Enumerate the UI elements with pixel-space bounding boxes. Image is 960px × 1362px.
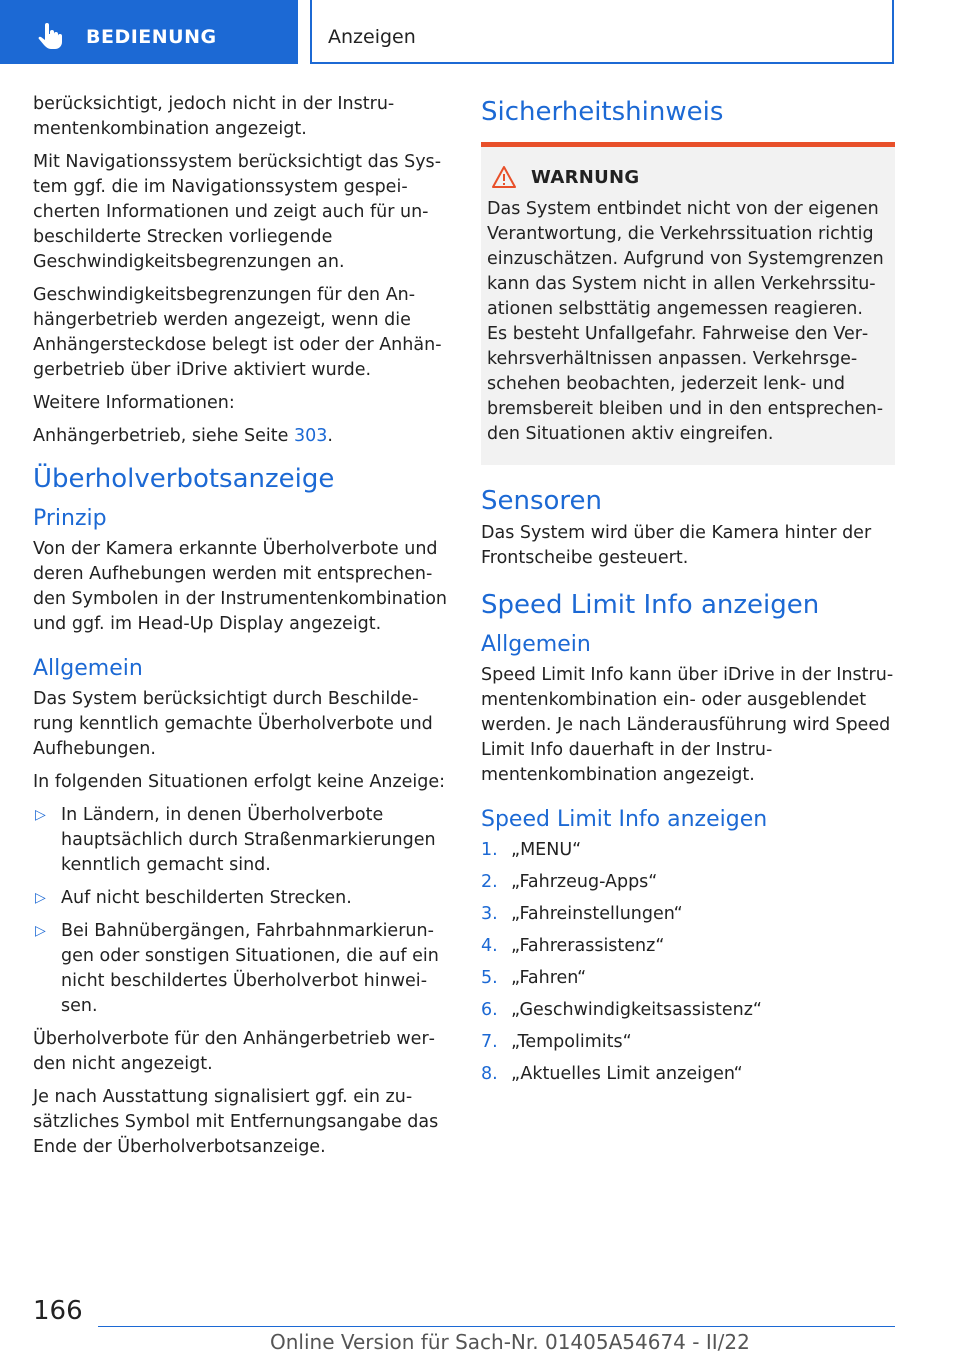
list-item bbox=[33, 803, 451, 878]
chapter-label: Anzeigen bbox=[328, 26, 416, 48]
warning-triangle-icon bbox=[491, 165, 517, 189]
page-number: 166 bbox=[33, 1296, 83, 1326]
paragraph: berücksichtigt, jedoch nicht in der Instrumentenkombination angezeigt. bbox=[33, 94, 395, 139]
paragraph: Mit Navigationssystem berücksichtigt das System ggf. die im Navigationssystem gespeicherten Informationen und zeigt auch für unbeschilderte Strecken vorliegende Geschwindigkeitsbegrenzungen an. bbox=[33, 152, 442, 272]
subheading-principle: Prinzip bbox=[33, 506, 107, 531]
subheading-general: Allgemein bbox=[33, 656, 143, 681]
step-item bbox=[481, 902, 895, 927]
subheading-general: Allgemein bbox=[481, 632, 591, 657]
right-column bbox=[481, 92, 895, 1094]
paragraph: Speed Limit Info kann über iDrive in der Instrumentenkombination ein- oder ausgeblendet werden. Je nach Länderausführung wird Speed Limit Info dauerhaft in der Instrumentenkombination angezeigt. bbox=[481, 665, 894, 785]
step-text: „Fahrerassistenz“ bbox=[511, 936, 665, 956]
section-heading-sensors: Sensoren bbox=[481, 486, 603, 516]
triangle-bullet-icon: ▷ bbox=[35, 923, 46, 939]
paragraph: Überholverbote für den Anhängerbetrieb werden nicht angezeigt. bbox=[33, 1029, 435, 1074]
section-heading-safety: Sicherheitshinweis bbox=[481, 97, 724, 127]
list-item-text: Auf nicht beschilderten Strecken. bbox=[61, 888, 352, 908]
step-item bbox=[481, 838, 895, 863]
step-text: „Fahreinstellungen“ bbox=[511, 904, 683, 924]
list-item bbox=[33, 886, 451, 911]
step-text: „Fahren“ bbox=[511, 968, 587, 988]
section-heading-speed-limit: Speed Limit Info anzeigen bbox=[481, 590, 820, 620]
step-text: „Aktuelles Limit anzeigen“ bbox=[511, 1064, 743, 1084]
step-text: „Geschwindigkeitsassistenz“ bbox=[511, 1000, 762, 1020]
step-text: „MENU“ bbox=[511, 840, 582, 860]
step-number: 2. bbox=[481, 872, 498, 892]
paragraph: Von der Kamera erkannte Überholverbote und deren Aufhebungen werden mit entsprechenden Symbolen in der Instrumentenkombination und ggf. im Head-Up Display angezeigt. bbox=[33, 539, 448, 634]
warning-header bbox=[487, 165, 887, 189]
step-item bbox=[481, 870, 895, 895]
step-number: 6. bbox=[481, 1000, 498, 1020]
paragraph: Das System wird über die Kamera hinter der Frontscheibe gesteuert. bbox=[481, 523, 872, 568]
step-number: 3. bbox=[481, 904, 498, 924]
step-item bbox=[481, 1030, 895, 1055]
step-number: 7. bbox=[481, 1032, 498, 1052]
paragraph: Weitere Informationen: bbox=[33, 393, 235, 413]
section-label: BEDIENUNG bbox=[86, 26, 217, 48]
step-number: 8. bbox=[481, 1064, 498, 1084]
step-item bbox=[481, 934, 895, 959]
triangle-bullet-icon: ▷ bbox=[35, 890, 46, 906]
step-item bbox=[481, 966, 895, 991]
paragraph: In folgenden Situationen erfolgt keine Anzeige: bbox=[33, 772, 446, 792]
list-item-text: In Ländern, in denen Überholverbote hauptsächlich durch Straßenmarkierungen kenntlich gemacht sind. bbox=[61, 805, 436, 875]
list-item bbox=[33, 919, 451, 1019]
reference-text: Anhängerbetrieb, siehe Seite bbox=[33, 426, 294, 446]
paragraph: Je nach Ausstattung signalisiert ggf. ein zusätzliches Symbol mit Entfernungsangabe das Ende der Überholverbotsanzeige. bbox=[33, 1087, 439, 1157]
footer-online-version: Online Version für Sach-Nr. 01405A54674 - II/22 bbox=[270, 1330, 750, 1354]
step-number: 5. bbox=[481, 968, 498, 988]
warning-box bbox=[481, 142, 895, 465]
paragraph-reference bbox=[33, 424, 451, 449]
list-item-text: Bei Bahnübergängen, Fahrbahnmarkierungen oder sonstigen Situationen, die auf ein nicht beschildertes Überholverbot hinweisen. bbox=[61, 921, 439, 1016]
section-heading-overtaking: Überholverbotsanzeige bbox=[33, 464, 335, 494]
reference-suffix: . bbox=[327, 426, 333, 446]
step-text: „Fahrzeug-Apps“ bbox=[511, 872, 658, 892]
bullet-list bbox=[33, 803, 451, 1019]
triangle-bullet-icon: ▷ bbox=[35, 807, 46, 823]
step-item bbox=[481, 1062, 895, 1087]
warning-text: Das System entbindet nicht von der eigenen Verantwortung, die Verkehrssituation richtig einzuschätzen. Aufgrund von Systemgrenzen kann das System nicht in allen Verkehrssituationen selbsttätig angemessen reagieren. Es besteht Unfallgefahr. Fahrweise den Verkehrsverhältnissen anpassen. Verkehrsgeschehen beobachten, jederzeit lenk- und bremsbereit bleiben und in den entsprechenden Situationen aktiv eingreifen. bbox=[487, 199, 884, 444]
section-tab bbox=[0, 0, 298, 64]
step-text: „Tempolimits“ bbox=[511, 1032, 632, 1052]
steps-list bbox=[481, 838, 895, 1087]
step-number: 1. bbox=[481, 840, 498, 860]
step-item bbox=[481, 998, 895, 1023]
left-column bbox=[33, 92, 451, 1168]
paragraph: Das System berücksichtigt durch Beschilderung kenntlich gemachte Überholverbote und Aufhebungen. bbox=[33, 689, 433, 759]
hand-pointer-icon bbox=[36, 22, 64, 50]
step-number: 4. bbox=[481, 936, 498, 956]
warning-title: WARNUNG bbox=[531, 166, 640, 188]
footer-divider bbox=[98, 1326, 895, 1327]
paragraph: Geschwindigkeitsbegrenzungen für den Anhängerbetrieb werden angezeigt, wenn die Anhängersteckdose belegt ist oder der Anhängerbetrieb über iDrive aktiviert wurde. bbox=[33, 285, 442, 380]
page-link[interactable]: 303 bbox=[293, 426, 328, 446]
subheading-speed-limit-show: Speed Limit Info anzeigen bbox=[481, 807, 768, 832]
chapter-header bbox=[310, 0, 894, 64]
